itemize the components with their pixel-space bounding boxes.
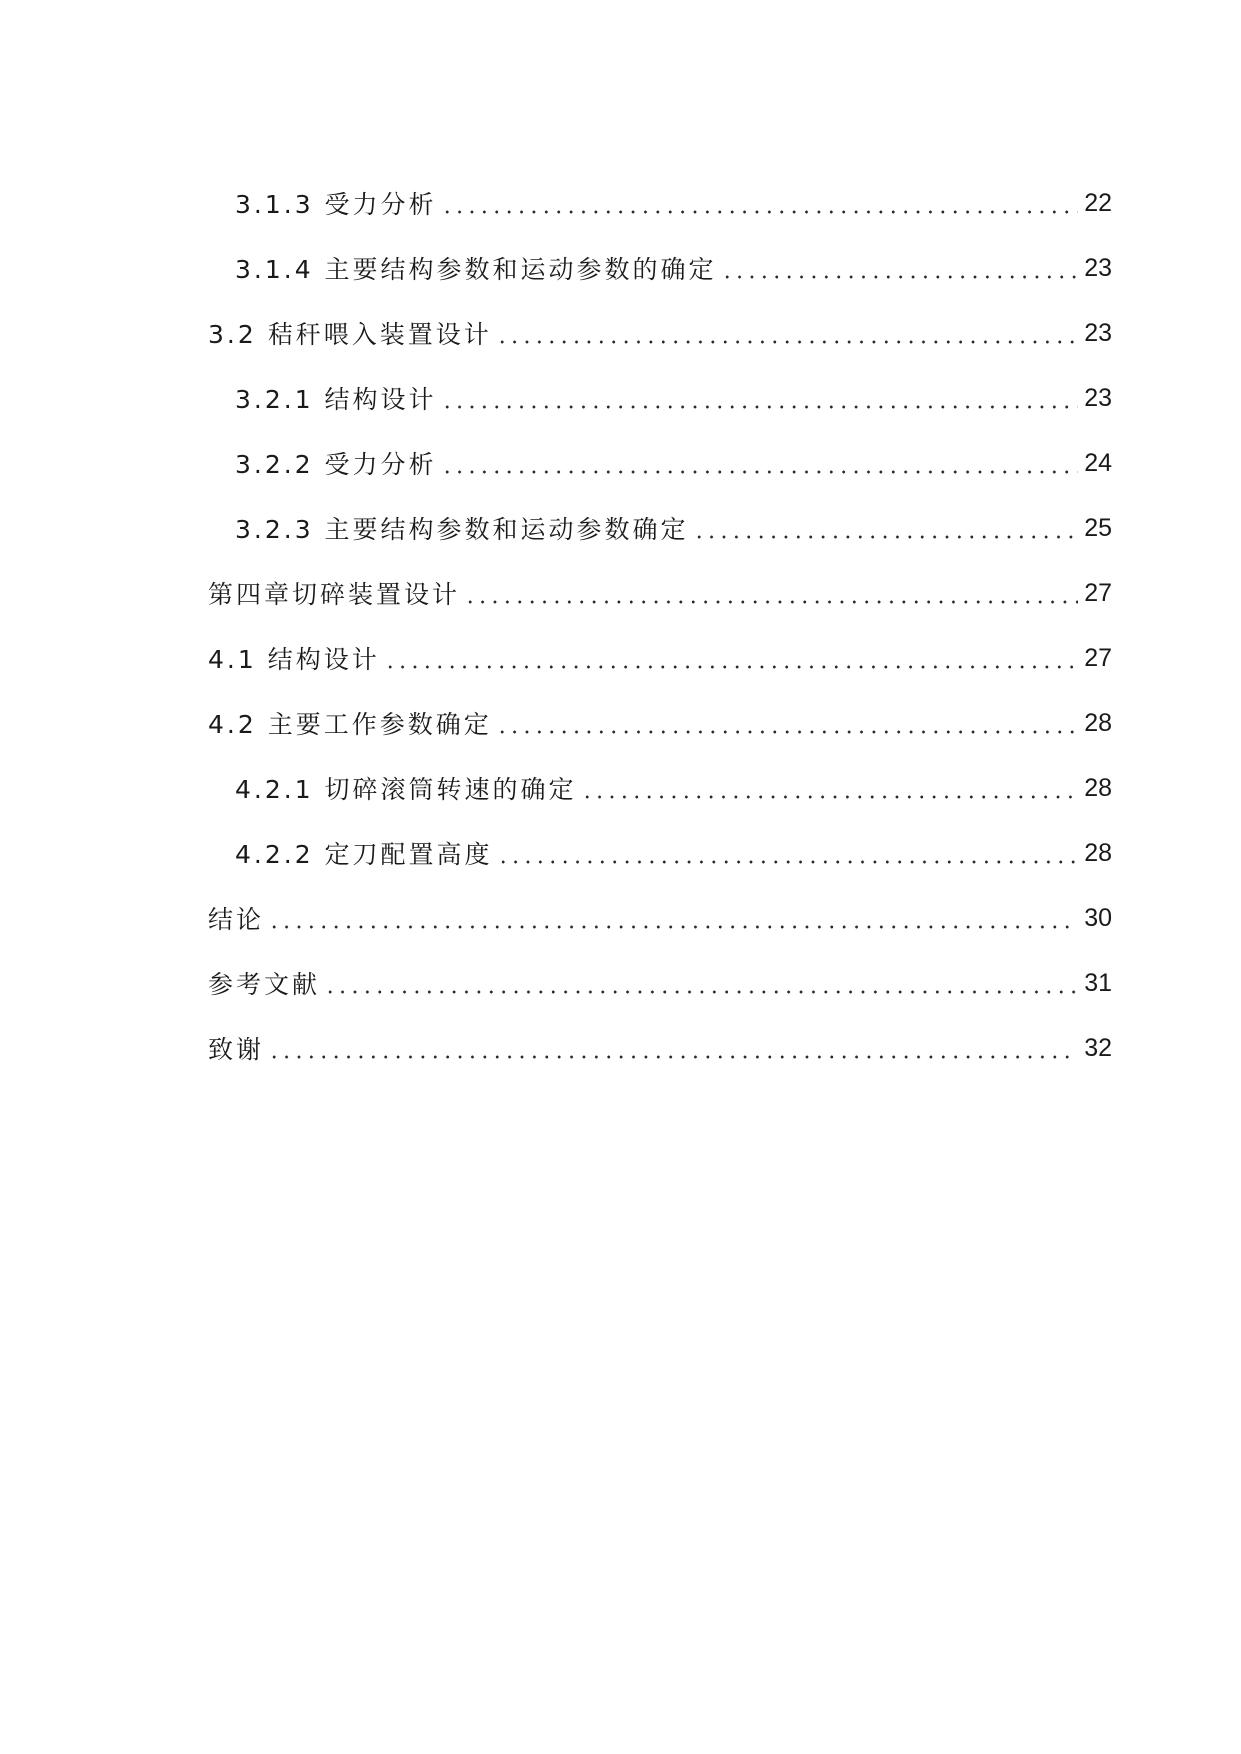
toc-entry-acknowledgements[interactable] [208, 1031, 1112, 1096]
toc-dot-leader [268, 901, 1078, 939]
toc-entry-4-2-2[interactable] [208, 836, 1112, 901]
toc-page-number: 25 [1084, 514, 1112, 542]
toc-entry-title: 4.2.1 切碎滚筒转速的确定 [235, 775, 577, 804]
toc-entry-3-1-3[interactable] [208, 186, 1112, 251]
toc-page-number: 23 [1084, 384, 1112, 412]
toc-entry-title: 参考文献 [208, 970, 321, 999]
toc-entry-4-2-1[interactable] [208, 771, 1112, 836]
table-of-contents [208, 186, 1112, 1096]
toc-page-number: 27 [1084, 579, 1112, 607]
toc-entry-title: 4.2.2 定刀配置高度 [235, 840, 493, 869]
toc-page-number: 32 [1084, 1034, 1112, 1062]
toc-page-number: 28 [1084, 709, 1112, 737]
toc-page-number: 24 [1084, 449, 1112, 477]
toc-dot-leader [464, 576, 1078, 614]
toc-entry-title: 第四章切碎装置设计 [208, 580, 461, 609]
toc-page-number: 28 [1084, 839, 1112, 867]
toc-entry-references[interactable] [208, 966, 1112, 1031]
toc-entry-3-2-1[interactable] [208, 381, 1112, 446]
toc-entry-3-2[interactable] [208, 316, 1112, 381]
toc-entry-4-2[interactable] [208, 706, 1112, 771]
toc-entry-title: 3.1.3 受力分析 [235, 190, 437, 219]
toc-entry-title: 4.2 主要工作参数确定 [208, 710, 492, 739]
toc-entry-title: 3.2.1 结构设计 [235, 385, 437, 414]
toc-page-number: 23 [1084, 319, 1112, 347]
toc-dot-leader [496, 706, 1078, 744]
toc-entry-title: 3.2 秸秆喂入装置设计 [208, 320, 492, 349]
toc-dot-leader [441, 186, 1078, 224]
toc-page-number: 22 [1084, 189, 1112, 217]
toc-dot-leader [441, 446, 1078, 484]
toc-dot-leader [581, 771, 1078, 809]
toc-page-number: 27 [1084, 644, 1112, 672]
toc-entry-3-1-4[interactable] [208, 251, 1112, 316]
toc-entry-conclusion[interactable] [208, 901, 1112, 966]
toc-entry-3-2-2[interactable] [208, 446, 1112, 511]
toc-page-number: 28 [1084, 774, 1112, 802]
toc-dot-leader [721, 251, 1078, 289]
toc-page-number: 31 [1084, 969, 1112, 997]
toc-entry-title: 结论 [208, 905, 265, 934]
toc-entry-title: 致谢 [208, 1035, 265, 1064]
toc-entry-3-2-3[interactable] [208, 511, 1112, 576]
toc-entry-4-1[interactable] [208, 641, 1112, 706]
toc-entry-title: 3.2.3 主要结构参数和运动参数确定 [235, 515, 689, 544]
toc-dot-leader [384, 641, 1078, 679]
toc-dot-leader [324, 966, 1078, 1004]
toc-entry-title: 3.1.4 主要结构参数和运动参数的确定 [235, 255, 717, 284]
toc-page-number: 23 [1084, 254, 1112, 282]
toc-dot-leader [693, 511, 1078, 549]
toc-page-number: 30 [1084, 904, 1112, 932]
toc-dot-leader [497, 836, 1078, 874]
toc-entry-title: 3.2.2 受力分析 [235, 450, 437, 479]
toc-dot-leader [496, 316, 1078, 354]
toc-dot-leader [441, 381, 1078, 419]
toc-entry-chapter-4[interactable] [208, 576, 1112, 641]
toc-dot-leader [268, 1031, 1078, 1069]
toc-entry-title: 4.1 结构设计 [208, 645, 380, 674]
